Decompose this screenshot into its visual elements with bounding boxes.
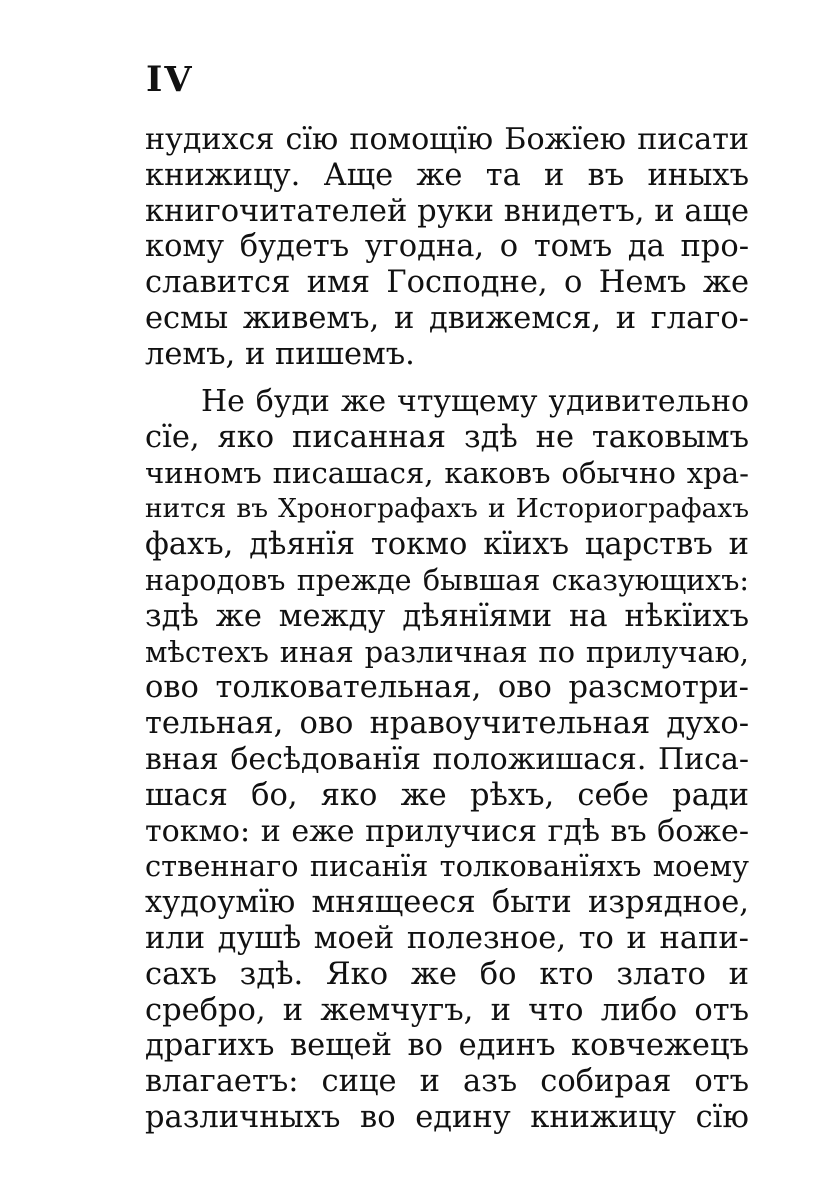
text-line: шася бо, яко же рѣхъ, себе ради <box>145 777 749 813</box>
text-line: сахъ здѣ. Яко же бо кто злато и <box>145 956 749 992</box>
text-line: влагаетъ: сице и азъ собирая отъ <box>145 1064 749 1100</box>
text-line: чиномъ писашася, каковъ обычно хра- <box>145 455 749 490</box>
text-line: токмо: и еже прилучися гдѣ въ боже- <box>145 813 749 849</box>
text-line: ственнаго писанїя толкованїяхъ моему <box>145 849 749 884</box>
text-line: худоумїю мнящееся быти изрядное, <box>145 885 749 921</box>
text-line: здѣ же между дѣянїями на нѣкїихъ <box>145 598 749 634</box>
page-number: IV <box>146 59 194 100</box>
text-line: лемъ, и пишемъ. <box>145 336 415 372</box>
text-line: книжицу. Аще же та и въ иныхъ <box>145 157 749 193</box>
text-line: фахъ, дѣянїя токмо кїихъ царствъ и <box>145 527 749 563</box>
text-line: народовъ прежде бывшая сказующихъ: <box>145 563 749 597</box>
text-line: сїе, яко писанная здѣ не таковымъ <box>145 419 749 455</box>
text-line: кому будетъ угодна, о томъ да про- <box>145 229 749 265</box>
text-line: мѣстехъ иная различная по прилучаю, <box>145 634 749 669</box>
text-line: Не буди же чтущему удивительно <box>201 384 749 419</box>
paragraph-1 <box>145 122 749 373</box>
text-line: книгочитателей руки внидетъ, и аще <box>145 193 749 229</box>
text-line: ово толковательная, ово разсмотри- <box>145 670 749 706</box>
text-line: различныхъ во едину книжицу сїю <box>145 1099 749 1135</box>
text-line: нудихся сїю помощїю Божїею писати <box>145 122 749 157</box>
text-line: или душѣ моей полезное, то и напи- <box>145 920 749 956</box>
text-line: славится имя Господне, о Немъ же <box>145 265 749 301</box>
paragraph-2 <box>145 384 749 1136</box>
text-line: тельная, ово нравоучительная духо- <box>145 706 749 742</box>
text-line: нится въ Хронографахъ и Историографахъ <box>145 493 749 525</box>
text-line: сребро, и жемчугъ, и что либо отъ <box>145 992 749 1028</box>
text-line: есмы живемъ, и движемся, и глаго- <box>145 300 749 336</box>
text-line: драгихъ вещей во единъ ковчежецъ <box>145 1028 749 1064</box>
text-line: вная бесѣдованїя положишася. Писа- <box>145 741 749 777</box>
